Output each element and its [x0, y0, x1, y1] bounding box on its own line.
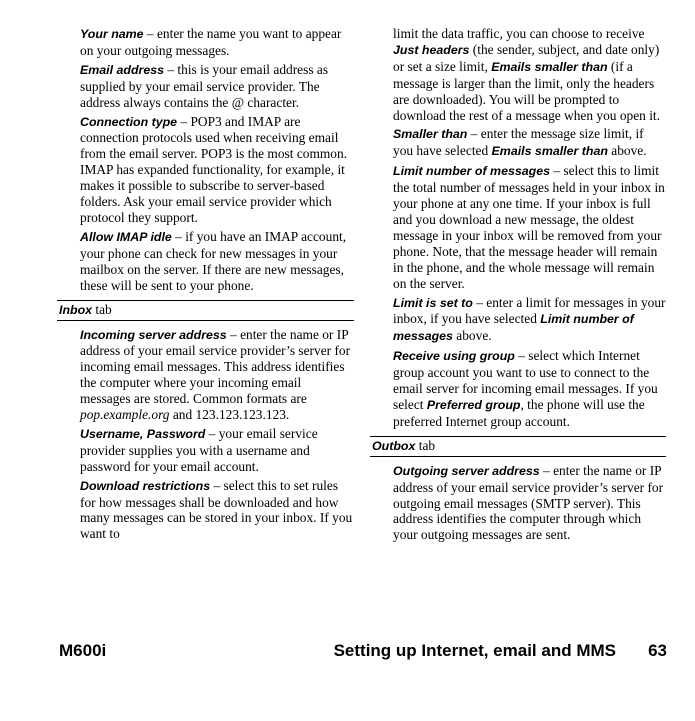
- example-hostname: pop.example.org: [80, 407, 170, 423]
- para-connection-type: Connection type – POP3 and IMAP are connection protocols used when receiving email from the email server. POP3 is the most common. IMAP has expanded functionality, for example, it makes it possible to subscribe to server-based folders. Ask your email service provider which protocol they support.: [80, 113, 348, 225]
- para-incoming-server: Incoming server address – enter the name or IP address of your email service provider’s server for incoming email messages. This address identifies the computer where your incoming email messages are stored. Common formats are pop.example.org and 123.123.123.123.: [80, 326, 351, 423]
- right-column: [370, 26, 666, 546]
- para-your-name: Your name – enter the name you want to appear on your outgoing messages.: [80, 26, 342, 58]
- footer-chapter-title: Setting up Internet, email and MMS: [333, 641, 616, 660]
- para-receive-group: Receive using group – select which Internet group account you want to use to connect to the email server for incoming email messages. If you select Preferred group, the phone will use the preferred Internet group account.: [393, 348, 658, 429]
- para-limit-is-set: Limit is set to – enter a limit for messages in your inbox, if you have selected Limit number of messages above.: [393, 294, 666, 344]
- section-heading-outbox: Outbox tab: [370, 436, 666, 457]
- term-smaller-than: Smaller than: [393, 127, 468, 142]
- page-footer: [57, 641, 667, 663]
- term-incoming-server: Incoming server address: [80, 327, 227, 342]
- para-smaller-than: Smaller than – enter the message size limit, if you have selected Emails smaller than above.: [393, 126, 647, 159]
- para-email-address: Email address – this is your email address as supplied by your email service provider. The address always contains the @ character.: [80, 61, 329, 110]
- term-connection-type: Connection type: [80, 114, 178, 129]
- para-outgoing-server: Outgoing server address – enter the name or IP address of your email service provider’s server for outgoing email messages (SMTP server). This address identifies the computer through which your outgoing messages are sent.: [393, 462, 664, 543]
- term-allow-imap-idle: Allow IMAP idle: [80, 229, 172, 244]
- section-heading-inbox: Inbox tab: [57, 300, 354, 321]
- term-receive-group: Receive using group: [393, 349, 515, 364]
- para-download-continued: limit the data traffic, you can choose to receive Just headers (the sender, subject, and date only) or set a size limit, Emails smaller than (if a message is larger than the limit, only the headers are downloaded). You will be prompted to download the rest of a message when you open it.: [393, 26, 661, 123]
- term-outgoing-server: Outgoing server address: [393, 463, 540, 478]
- para-download-restrictions: Download restrictions – select this to set rules for how messages shall be downloaded and how many messages can be stored in your inbox. If you want to: [80, 477, 353, 542]
- term-limit-is-set: Limit is set to: [393, 295, 473, 310]
- left-column: [57, 26, 354, 545]
- para-allow-imap-idle: Allow IMAP idle – if you have an IMAP account, your phone can check for new messages in your mailbox on the server. If there are new messages, these will be sent to your phone.: [80, 228, 347, 293]
- para-username-password: Username, Password – your email service provider supplies you with a username and password for your email account.: [80, 425, 318, 474]
- term-your-name: Your name: [80, 27, 144, 41]
- para-limit-number: Limit number of messages – select this to limit the total number of messages held in your inbox in your phone at any one time. If your inbox is full and you download a new message, the oldest message in your inbox will be removed from your phone. Note, that the message header will remain in the phone, and the whole message will remain on the server.: [393, 163, 665, 291]
- term-download-restrictions: Download restrictions: [80, 478, 211, 493]
- footer-model-name: M600i: [59, 641, 107, 660]
- term-username-password: Username, Password: [80, 426, 206, 441]
- footer-page-number: 63: [648, 641, 667, 660]
- term-limit-number: Limit number of messages: [393, 164, 550, 179]
- term-email-address: Email address: [80, 62, 165, 77]
